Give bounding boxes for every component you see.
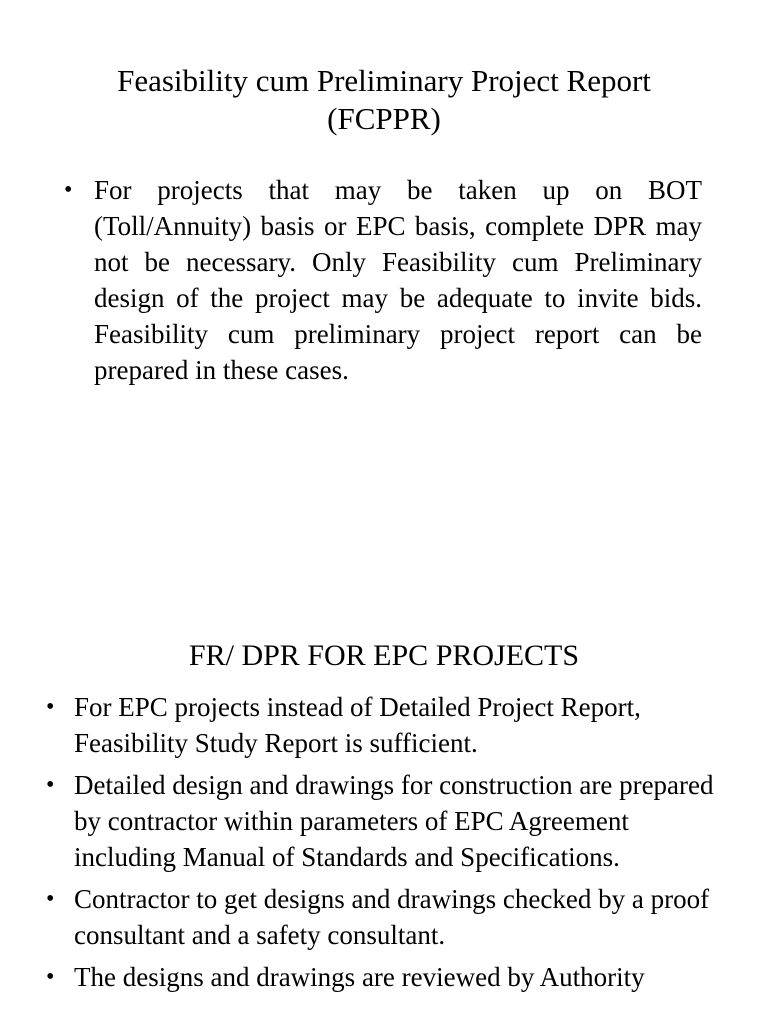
- slide-title-fcppr: [0, 62, 768, 138]
- slide-title-epc: FR/ DPR FOR EPC PROJECTS: [188, 639, 580, 672]
- bullet-text: Detailed design and drawings for construction are prepared by contractor within parameters of EPC Agreement including Manual of Standards and Specifications.: [74, 770, 714, 872]
- bullet-item: [62, 172, 702, 388]
- bullet-icon: •: [46, 772, 55, 798]
- bullet-icon: •: [46, 964, 55, 990]
- bullet-item: [44, 689, 734, 761]
- bullet-list-fcppr: [62, 172, 702, 388]
- bullet-text: For projects that may be taken up on BOT (Toll/Annuity) basis or EPC basis, complete DPR may not be necessary. Only Feasibility cum Preliminary design of the project may be adequate to invite bids. Feasibility cum preliminary project report can be prepared in these cases.: [94, 175, 702, 385]
- title-line-1: Feasibility cum Preliminary Project Report: [117, 63, 651, 98]
- bullet-text: Contractor to get designs and drawings checked by a proof consultant and a safety consultant.: [74, 884, 710, 950]
- bullet-text: The designs and drawings are reviewed by Authority: [74, 962, 645, 992]
- bullet-list-epc: [44, 689, 734, 1001]
- slide-epc: [0, 600, 768, 1024]
- bullet-item: [44, 959, 734, 995]
- title-line-2: (FCPPR): [327, 101, 441, 136]
- bullet-item: [44, 881, 734, 953]
- bullet-text: For EPC projects instead of Detailed Project Report, Feasibility Study Report is sufficient.: [74, 692, 641, 758]
- bullet-item: [44, 767, 734, 875]
- bullet-icon: •: [46, 694, 55, 720]
- bullet-icon: •: [46, 886, 55, 912]
- bullet-icon: •: [64, 177, 73, 203]
